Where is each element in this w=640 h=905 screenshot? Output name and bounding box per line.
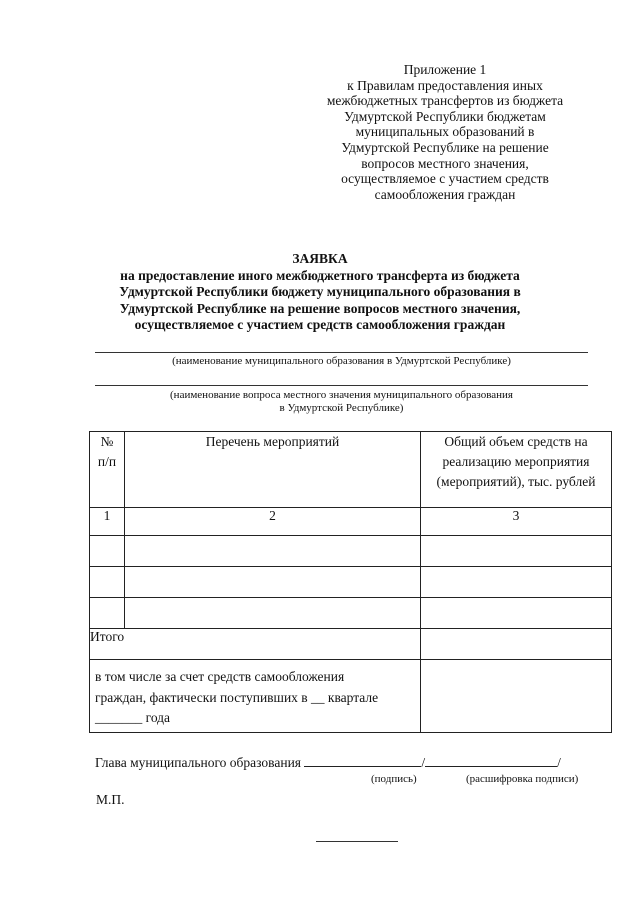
signature-slash: / [421, 755, 426, 770]
appendix-line: Удмуртской Республики бюджетам [344, 108, 546, 124]
bottom-divider [316, 841, 398, 842]
header-amount-line: Общий объем средств на [444, 434, 588, 449]
table-row [90, 598, 612, 629]
appendix-line: самообложения граждан [374, 186, 516, 202]
column-number-row [90, 508, 612, 536]
appendix-line: вопросов местного значения, [361, 155, 529, 171]
total-row [90, 629, 612, 660]
table-cell[interactable] [90, 598, 125, 629]
title-line: осуществляемое с участием средств самообложения граждан [134, 317, 506, 333]
appendix-note [320, 62, 570, 202]
including-line: в том числе за счет средств самообложения [95, 669, 345, 684]
municipality-caption: (наименование муниципального образования в Удмуртской Республике) [172, 355, 511, 367]
table-cell[interactable] [90, 536, 125, 567]
header-amount-line: реализацию мероприятия [442, 454, 590, 469]
appendix-line: к Правилам предоставления иных [347, 77, 543, 93]
including-value-cell[interactable] [421, 660, 612, 733]
year-blank[interactable]: _______ [95, 710, 143, 725]
issue-caption-line: в Удмуртской Республике) [279, 402, 404, 414]
title-line: Удмуртской Республике на решение вопросов местного значения, [119, 300, 521, 316]
signature-label: Глава муниципального образования [95, 755, 302, 770]
header-amount [421, 432, 612, 508]
signature-line [95, 754, 561, 771]
year-label: года [145, 710, 171, 725]
column-number: 2 [125, 508, 421, 536]
including-label [90, 660, 421, 733]
signature-decode-blank[interactable] [425, 754, 557, 767]
including-row [90, 660, 612, 733]
signature-decode-caption: (расшифровка подписи) [466, 773, 579, 785]
issue-caption-line: (наименование вопроса местного значения муниципального образования [170, 389, 513, 401]
total-label: Итого [90, 629, 421, 660]
signature-blank[interactable] [304, 754, 421, 767]
column-number: 1 [90, 508, 125, 536]
total-value-cell[interactable] [421, 629, 612, 660]
appendix-line: Приложение 1 [403, 62, 487, 77]
appendix-line: Удмуртской Республике на решение [341, 139, 549, 155]
signature-caption: (подпись) [371, 773, 417, 785]
including-line: граждан, фактически поступивших в __ квартале [95, 689, 379, 705]
signature-slash: / [557, 755, 561, 770]
table-cell[interactable] [421, 567, 612, 598]
table-cell[interactable] [125, 536, 421, 567]
appendix-line: осуществляемое с участием средств [341, 171, 549, 187]
table-row [90, 567, 612, 598]
including-line [95, 708, 416, 729]
header-activities: Перечень мероприятий [125, 432, 421, 508]
header-num-line: п/п [97, 454, 117, 469]
title-line: Удмуртской Республики бюджету муниципального образования в [119, 284, 521, 300]
request-table [89, 431, 612, 733]
header-num [90, 432, 125, 508]
issue-caption [95, 389, 588, 415]
appendix-line: муниципальных образований в [355, 124, 535, 140]
header-num-line: № [100, 434, 114, 449]
municipality-fill-line[interactable] [95, 352, 588, 353]
stamp-label: М.П. [96, 792, 125, 807]
document-title [60, 251, 580, 334]
column-number: 3 [421, 508, 612, 536]
table-cell[interactable] [125, 567, 421, 598]
table-cell[interactable] [125, 598, 421, 629]
table-cell[interactable] [421, 536, 612, 567]
table-cell[interactable] [421, 598, 612, 629]
title-line: на предоставление иного межбюджетного трансферта из бюджета [120, 267, 520, 283]
table-cell[interactable] [90, 567, 125, 598]
appendix-line: межбюджетных трансфертов из бюджета [326, 93, 564, 109]
table-header-row [90, 432, 612, 508]
title-heading: ЗАЯВКА [292, 251, 348, 266]
table-row [90, 536, 612, 567]
header-amount-line: (мероприятий), тыс. рублей [436, 474, 596, 489]
issue-fill-line[interactable] [95, 385, 588, 386]
